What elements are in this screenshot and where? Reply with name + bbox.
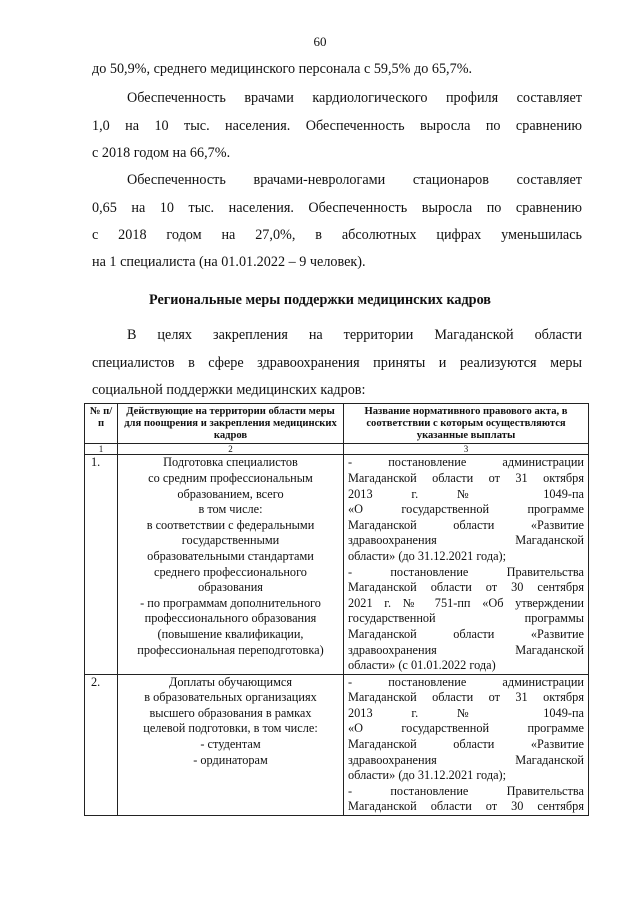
legal-act-line: Магаданской области «Развитие: [348, 737, 584, 752]
column-index: 2: [118, 444, 344, 455]
measure-line: в соответствии с федеральными: [146, 517, 315, 532]
legal-act-line: Магаданской области от 30 сентября: [348, 580, 584, 595]
legal-act-line: Магаданской области «Развитие: [348, 626, 584, 641]
measure-line: профессионального образования: [144, 611, 317, 626]
legal-act-line: Магаданской области «Развитие: [348, 517, 584, 532]
measure-line: государственными: [181, 533, 280, 548]
legal-act-cell: [344, 674, 589, 815]
legal-act-line: государственной программы: [348, 611, 584, 626]
legal-act-line: области» (с 01.01.2022 года): [348, 658, 496, 673]
table-header-row: [85, 404, 589, 444]
legal-act-line: - постановление администрации: [348, 674, 584, 689]
measure-line: целевой подготовки, в том числе:: [143, 721, 318, 736]
measure-line: Доплаты обучающимся: [169, 674, 292, 689]
measure-line: высшего образования в рамках: [149, 705, 312, 720]
paragraph-line: Обеспеченность врачами-неврологами стационаров составляет: [127, 172, 582, 188]
legal-act-line: здравоохранения Магаданской: [348, 533, 584, 548]
legal-act-line: - постановление Правительства: [348, 783, 584, 798]
legal-act-line: Магаданской области от 30 сентября: [348, 799, 584, 814]
table-index-row: [85, 444, 589, 455]
legal-act-cell: [344, 455, 589, 674]
legal-act-line: 2013 г. № 1049-па: [348, 705, 584, 720]
table-body: [85, 455, 589, 816]
measure-line: со средним профессиональным: [148, 470, 313, 485]
measure-line: образованием, всего: [177, 486, 284, 501]
measure-line: среднего профессионального: [154, 564, 307, 579]
table-row: [85, 674, 589, 815]
legal-act-line: «О государственной программе: [348, 502, 584, 517]
measure-line: (повышение квалификации,: [157, 626, 304, 641]
legal-act-line: области» (до 31.12.2021 года);: [348, 548, 507, 563]
row-number: 1.: [85, 455, 118, 674]
paragraph-line: 1,0 на 10 тыс. населения. Обеспеченность выросла по сравнению: [92, 118, 582, 134]
measure-line: профессиональная переподготовка): [137, 642, 324, 657]
table-row: [85, 455, 589, 674]
legal-act-line: области» (до 31.12.2021 года);: [348, 768, 507, 783]
paragraph-line: с 2018 годом на 27,0%, в абсолютных цифрах уменьшилась: [92, 227, 582, 243]
paragraph-line: до 50,9%, среднего медицинского персонала с 59,5% до 65,7%.: [92, 61, 473, 77]
paragraph-line: Обеспеченность врачами кардиологического профиля составляет: [127, 90, 582, 106]
measure-line: в том числе:: [198, 502, 263, 517]
measure-cell: [118, 674, 344, 815]
measure-line: образования: [198, 580, 263, 595]
support-measures-table: [84, 403, 589, 816]
paragraph-line: на 1 специалиста (на 01.01.2022 – 9 человек).: [92, 254, 366, 270]
legal-act-line: 2021 г. № 751-пп «Об утверждении: [348, 595, 584, 610]
intro-line: В целях закрепления на территории Магаданской области: [127, 327, 582, 343]
measure-line: - ординаторам: [193, 752, 268, 767]
column-index: 1: [85, 444, 118, 455]
legal-act-line: здравоохранения Магаданской: [348, 752, 584, 767]
legal-act-line: «О государственной программе: [348, 721, 584, 736]
legal-act-line: - постановление администрации: [348, 455, 584, 470]
section-heading: Региональные меры поддержки медицинских кадров: [149, 292, 491, 308]
paragraph-line: с 2018 годом на 66,7%.: [92, 145, 231, 161]
measure-line: в образовательных организациях: [144, 690, 317, 705]
legal-act-line: Магаданской области от 31 октября: [348, 470, 584, 485]
intro-line: специалистов в сфере здравоохранения приняты и реализуются меры: [92, 355, 582, 371]
header-legal-act: Название нормативного правового акта, в соответствии с которым осуществляются указанные выплаты: [344, 404, 589, 444]
paragraph-line: 0,65 на 10 тыс. населения. Обеспеченность выросла по сравнению: [92, 200, 582, 216]
legal-act-line: 2013 г. № 1049-па: [348, 486, 584, 501]
measure-line: - студентам: [200, 737, 261, 752]
measure-line: Подготовка специалистов: [163, 455, 298, 470]
column-index: 3: [344, 444, 589, 455]
header-number: № п/п: [85, 404, 118, 444]
row-number: 2.: [85, 674, 118, 815]
legal-act-line: - постановление Правительства: [348, 564, 584, 579]
measure-cell: [118, 455, 344, 674]
intro-line: социальной поддержки медицинских кадров:: [92, 382, 366, 398]
header-measures: Действующие на территории области меры для поощрения и закрепления медицинских кадров: [118, 404, 344, 444]
measure-line: - по программам дополнительного: [140, 595, 321, 610]
measure-line: образовательными стандартами: [147, 548, 314, 563]
page-number: 60: [313, 34, 327, 49]
legal-act-line: Магаданской области от 31 октября: [348, 690, 584, 705]
legal-act-line: здравоохранения Магаданской: [348, 642, 584, 657]
